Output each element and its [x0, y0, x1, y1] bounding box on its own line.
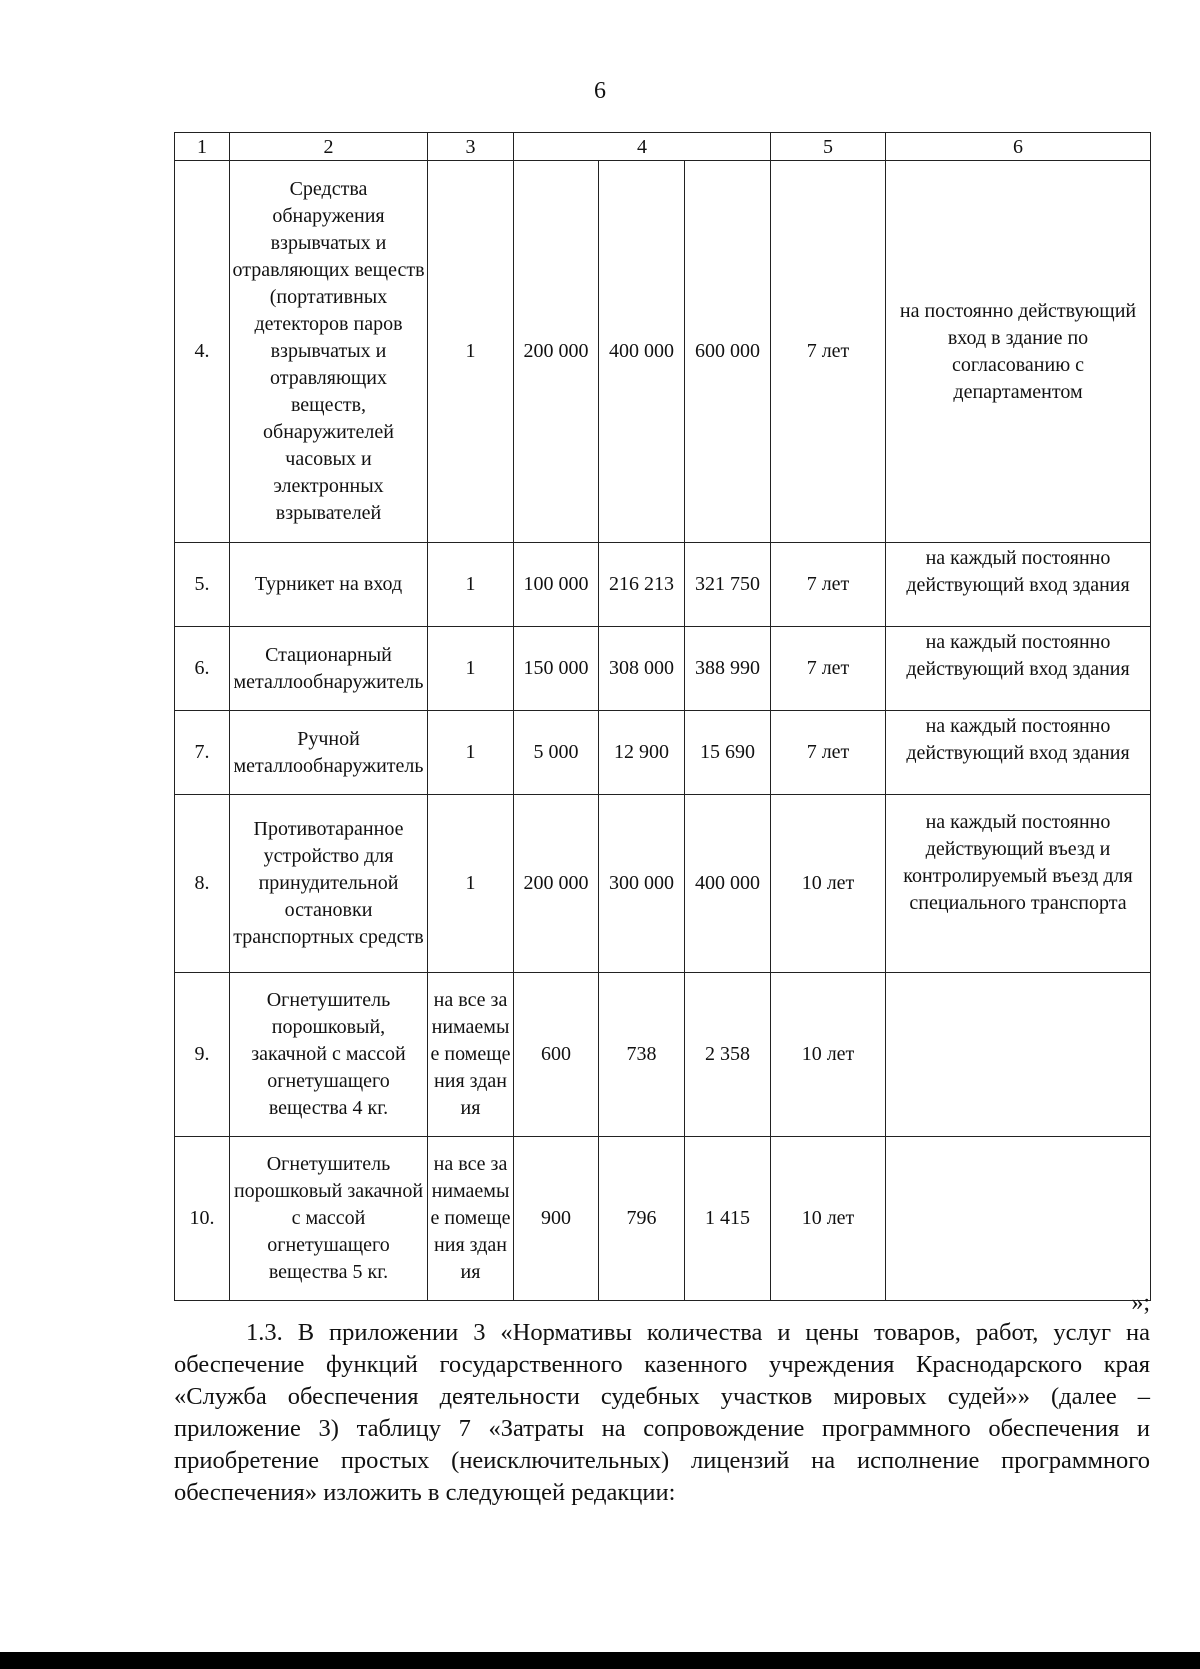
price-3: 15 690 — [685, 711, 771, 795]
item-quantity: на все занимаемые помещения здания — [428, 973, 514, 1137]
amendment-paragraph: 1.3. В приложении 3 «Нормативы количества и цены товаров, работ, услуг на обеспечение функций государственного казенного учреждения Краснодарского края «Служба обеспечения деятельности судебных участков мировых судей»» (далее – приложение 3) таблицу 7 «Затраты на сопровождение программного обеспечения и приобретение простых (неисключительных) лицензий на исполнение программного обеспечения» изложить в следующей редакции: — [174, 1319, 1150, 1506]
header-cell: 1 — [175, 133, 230, 161]
service-term: 7 лет — [771, 711, 886, 795]
item-note: на каждый постоянно действующий вход здания — [886, 543, 1151, 627]
table-row — [175, 1137, 1151, 1301]
price-1: 100 000 — [514, 543, 599, 627]
table-header-row — [175, 133, 1151, 161]
row-number: 5. — [175, 543, 230, 627]
header-cell: 6 — [886, 133, 1151, 161]
table-row — [175, 543, 1151, 627]
item-quantity: 1 — [428, 711, 514, 795]
item-name: Ручной металлообнаружитель — [230, 711, 428, 795]
price-3: 1 415 — [685, 1137, 771, 1301]
service-term: 7 лет — [771, 161, 886, 543]
price-2: 216 213 — [599, 543, 685, 627]
price-3: 321 750 — [685, 543, 771, 627]
service-term: 7 лет — [771, 627, 886, 711]
item-quantity: 1 — [428, 161, 514, 543]
row-number: 8. — [175, 795, 230, 973]
price-2: 308 000 — [599, 627, 685, 711]
table-row — [175, 795, 1151, 973]
table-row — [175, 161, 1151, 543]
row-number: 10. — [175, 1137, 230, 1301]
service-term: 10 лет — [771, 1137, 886, 1301]
item-name: Средства обнаружения взрывчатых и отравляющих веществ (портативных детекторов паров взрывчатых и отравляющих веществ, обнаружителей часовых и электронных взрывателей — [230, 161, 428, 543]
item-name: Огнетушитель порошковый, закачной с массой огнетушащего вещества 4 кг. — [230, 973, 428, 1137]
price-3: 388 990 — [685, 627, 771, 711]
table-row — [175, 627, 1151, 711]
item-note — [886, 1137, 1151, 1301]
scan-border — [0, 1652, 1200, 1669]
price-2: 300 000 — [599, 795, 685, 973]
page-number: 6 — [594, 78, 606, 104]
price-1: 200 000 — [514, 161, 599, 543]
row-number: 7. — [175, 711, 230, 795]
price-2: 400 000 — [599, 161, 685, 543]
header-cell: 2 — [230, 133, 428, 161]
price-1: 600 — [514, 973, 599, 1137]
header-cell: 4 — [514, 133, 771, 161]
service-term: 10 лет — [771, 973, 886, 1137]
item-name: Противотаранное устройство для принудительной остановки транспортных средств — [230, 795, 428, 973]
price-2: 738 — [599, 973, 685, 1137]
price-1: 5 000 — [514, 711, 599, 795]
price-2: 796 — [599, 1137, 685, 1301]
row-number: 9. — [175, 973, 230, 1137]
header-cell: 3 — [428, 133, 514, 161]
table-row — [175, 973, 1151, 1137]
item-name: Огнетушитель порошковый закачной с массой огнетушащего вещества 5 кг. — [230, 1137, 428, 1301]
norms-table — [174, 132, 1151, 1301]
item-quantity: 1 — [428, 795, 514, 973]
item-note: на каждый постоянно действующий вход здания — [886, 711, 1151, 795]
item-note — [886, 973, 1151, 1137]
item-name: Стационарный металлообнаружитель — [230, 627, 428, 711]
price-1: 150 000 — [514, 627, 599, 711]
item-note: на постоянно действующий вход в здание по согласованию с департаментом — [886, 161, 1151, 543]
service-term: 7 лет — [771, 543, 886, 627]
price-3: 400 000 — [685, 795, 771, 973]
service-term: 10 лет — [771, 795, 886, 973]
item-name: Турникет на вход — [230, 543, 428, 627]
closing-quote: »; — [1131, 1290, 1150, 1316]
item-quantity: на все занимаемые помещения здания — [428, 1137, 514, 1301]
item-quantity: 1 — [428, 543, 514, 627]
row-number: 4. — [175, 161, 230, 543]
price-1: 900 — [514, 1137, 599, 1301]
item-note: на каждый постоянно действующий въезд и контролируемый въезд для специального транспорта — [886, 795, 1151, 973]
price-1: 200 000 — [514, 795, 599, 973]
table-row — [175, 711, 1151, 795]
price-2: 12 900 — [599, 711, 685, 795]
row-number: 6. — [175, 627, 230, 711]
price-3: 600 000 — [685, 161, 771, 543]
item-quantity: 1 — [428, 627, 514, 711]
price-3: 2 358 — [685, 973, 771, 1137]
item-note: на каждый постоянно действующий вход здания — [886, 627, 1151, 711]
header-cell: 5 — [771, 133, 886, 161]
